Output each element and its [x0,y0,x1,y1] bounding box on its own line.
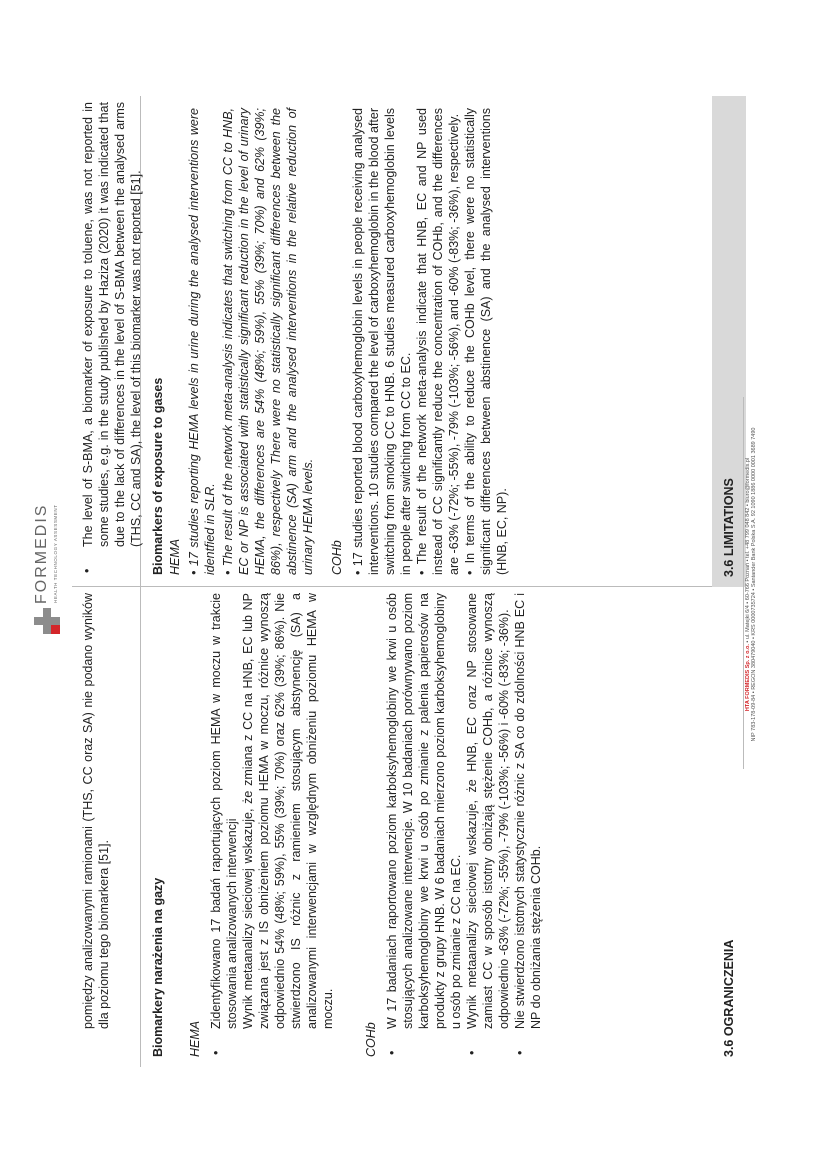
polish-cohb-label: COHb [364,1022,378,1057]
logo-brand: FORMEDIS [33,503,50,604]
limitations-heading-pl: 3.6 OGRANICZENIA [722,939,736,1057]
english-cohb-p1: • 17 studies reported blood carboxyhemoglobin levels in people receiving analysed interventions. 10 studies compared the level of carboxyhemoglobin in the blood after switching from smoking CC to HNB. 6 studies measured carboxyhemoglobin levels in people after switching from CC to EC. [351,108,413,575]
polish-column [72,587,727,1067]
list-item: • Wynik metaanalizy sieciowej wskazuje, że HNB, EC oraz NP stosowane zamiast CC w sposób istotny obniżają stężenie COHb, a różnice wynoszą odpowiednio -63% (-72%; -55%), -79% (-103%; -56%) i -60% (-83%; -36%). [465,593,511,1055]
formedis-logo [30,503,70,634]
limitations-band [712,96,746,1067]
english-hema-p1: • 17 studies reporting HEMA levels in urine during the analysed interventions were identfied in SLR. [187,108,217,575]
polish-top-text: pomiędzy analizowanymi ramionami (THS, CC oraz SA) nie podano wyników dla poziomu tego biomarkera [51]. [81,593,111,1029]
polish-hema-list [208,593,336,1057]
english-section-title: Biomarkers of exposure to gases [151,377,165,575]
english-hema-p2: • The result of the network meta-analysis indicates that switching from CC to HNB, EC or NP is associated with statistically significant reduction in the level of urinary HEMA, the differences are 54% (48%; 59%), 55% (39%; 70%) and 62% (39%; 86%), respectively There were no statistically significant differences between the abstinence (SA) arm and the analysed interventions in the relative reduction of urinary HEMA levels. [221,108,315,575]
english-cohb-p2: • The result of the network meta-analysis indicate that HNB, EC and NP used instead of CC significantly reduce the concentration of COHb, and the differences are -63% (-72%; -55%), -79% (-103%; -56%), and -60% (-83%; -36%), respectively. [415,108,461,575]
list-item: • Nie stwierdzono istotnych statystycznie różnic z SA co do zdolności HNB EC i NP do obniżania stężenia COHb. [513,593,543,1055]
list-item: • W 17 badaniach raportowano poziom karboksyhemoglobiny we krwi u osób stosujących analizowane interwencje. W 10 badaniach porównywano poziom karboksyhemoglobiny we krwi u osób po zmianie z palenia papierosów na produkty z grupy HNB. W 6 badaniach mierzono poziom karboksyhemoglobiny u osób po zmianie z CC na EC. [385,593,463,1055]
english-top-text: The level of S-BMA, a biomarker of exposure to toluene, was not reported in some studies, e.g. in the study published by Haziza (2020) it was indicated that due to the lack of differences in the level of S-BMA between the analysed arms (THS, CC and SA), the level of this biomarker was not reported [51]. [81,102,143,547]
english-cohb-label: COHb [330,540,344,575]
footer-address: • ul. Matejki 6/4 • 60-766 Poznań • tel. +48 799 048 842 • biuro@formedis.pl [745,457,751,645]
english-column: • The level of S-BMA, a biomarker of exposure to toluene, was not reported in some studies, e.g. in the study published by Haziza (2020) it was indicated that due to the lack of differences in the level of S-BMA between the analysed arms (THS, CC and SA), the level of this biomarker was not reported [51]. Biomarkers of exposure to gases HEMA • 17 studies reporting HEMA levels in urine during the analysed interventions were identfied in SLR. • The result of the network meta-analysis indicates that switching from CC to HNB, EC or NP is associated with statistically significant reduction in the level of urinary HEMA, the differences are 54% (48%; 59%), 55% (39%; 70%) and 62% (39%; 86%), respectively There were no statistically significant differences between the abstinence (SA) arm and the analysed interventions in the relative reduction of urinary HEMA levels. COHb • 17 studies reported blood carboxyhemoglobin levels in people receiving analysed interventions. 10 studies compared the level of carboxyhemoglobin in the blood after switching from smoking CC to HNB. 6 studies measured carboxyhemoglobin levels in people after switching from CC to EC. • The result of the network meta-analysis indicate that HNB, EC and NP used instead of CC significantly reduce the concentration of COHb, and the differences are -63% (-72%; -55%), -79% (-103%; -56%), and -60% (-83%; -36%), respectively. • In terms of the ability to reduce the COHb level, there were no statistically significant differences between abstinence (SA) and the analysed interventions (HNB, EC, NP). [80,102,509,575]
english-hema-label: HEMA [168,538,182,575]
list-item: • Zidentyfikowano 17 badań raportujących poziom HEMA w moczu w trakcie stosowania analizowanych interwencji [209,593,239,1055]
english-cohb-p3: • In terms of the ability to reduce the COHb level, there were no statistically significant differences between abstinence (SA) and the analysed interventions (HNB, EC, NP). [463,108,509,575]
logo-tagline: HEALTH TECHNOLOGY ASSESSMENT [53,504,58,603]
footer-registry: NIP 783-178-09-84 • REGON 380479040 • KRS 0000735724 • Santander Bank Polska S.A. 92 1090 1886 0000 0001 3689 7490 [751,427,757,742]
polish-cohb-list [384,593,544,1057]
cross-logo-icon [34,608,60,634]
page-footer [745,0,757,1169]
footer-company: HTA FORMEDIS Sp. z o.o. [745,644,751,712]
limitations-heading-en: 3.6 LIMITATIONS [722,478,736,577]
polish-section-title: Biomarkery narażenia na gazy [151,877,165,1057]
polish-hema-label: HEMA [188,1020,202,1057]
list-item: Wynik metaanalizy sieciowej wskazuje, że zmiana z CC na HNB, EC lub NP związana jest z IS obniżeniem poziomu HEMA w moczu, różnice wynoszą odpowiednio 54% (48%; 59%), 55% (39%; 70%) oraz 62% (39%; 86%). Nie stwierdzono IS różnic z ramieniem stosującym abstynencję (SA) a analizowanymi interwencjami w względnym obniżeniu poziomu HEMA w moczu. [241,593,335,1029]
